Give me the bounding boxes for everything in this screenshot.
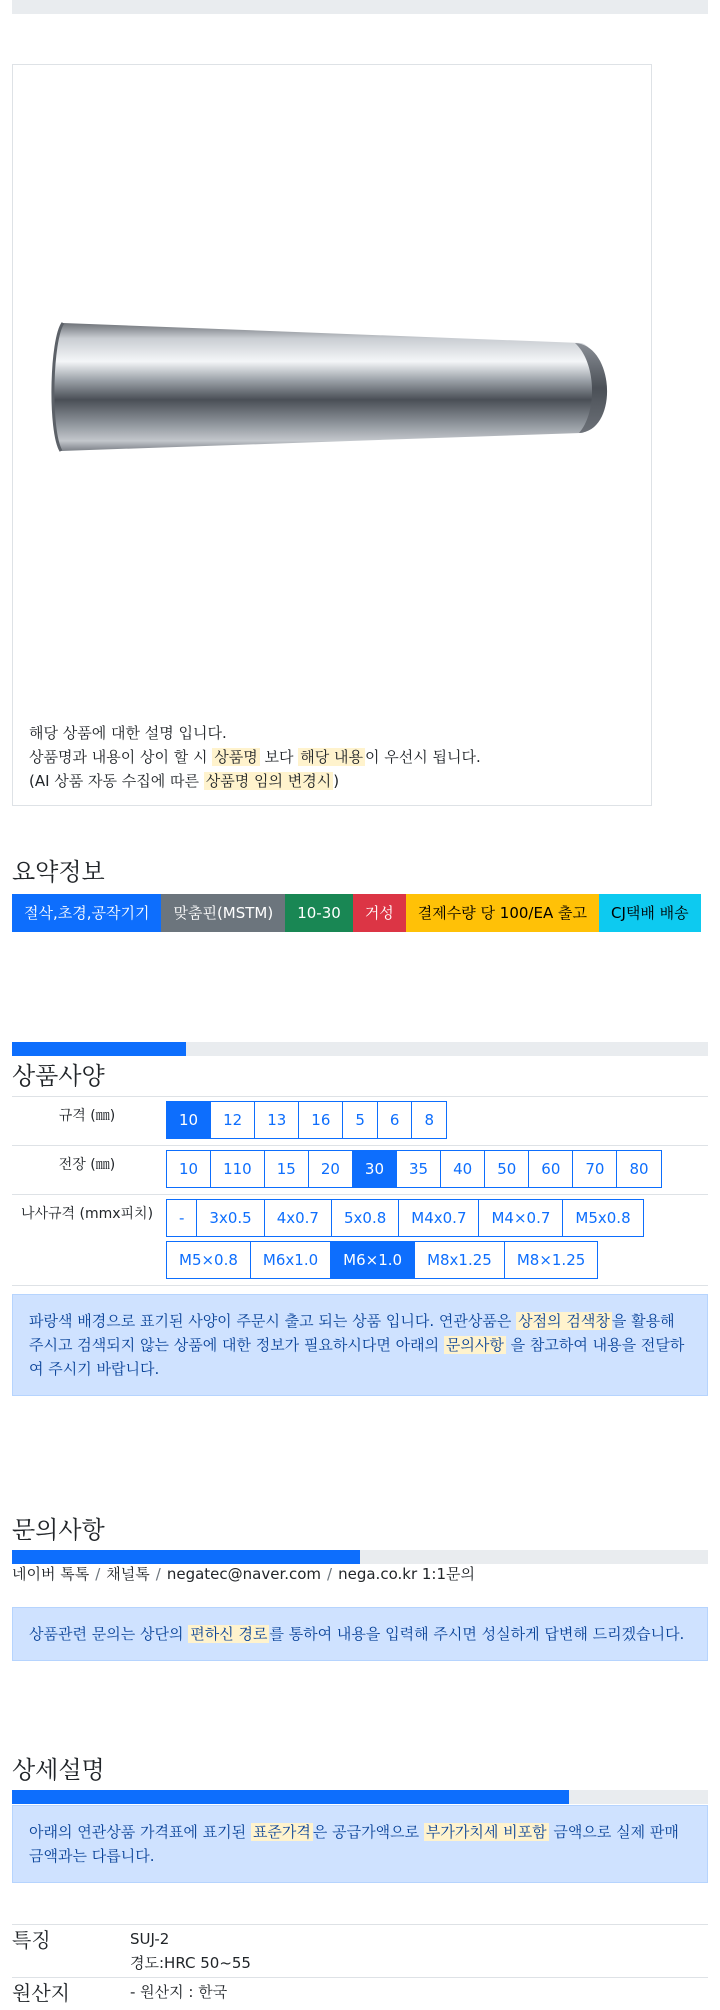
alert-text: 를 통하여 내용을 입력해 주시면 성실하게 답변해 드리겠습니다. (269, 1625, 685, 1643)
option-button[interactable]: M6×1.0 (330, 1241, 415, 1279)
detail-value (130, 1925, 708, 1978)
detail-title: 상세설명 (12, 1756, 105, 1784)
option-button[interactable]: 110 (210, 1150, 265, 1188)
detail-table (12, 1924, 708, 2008)
badge-shipping: CJ택배 배송 (599, 894, 701, 932)
highlight-content: 해당 내용 (300, 748, 363, 766)
top-progress-bar (12, 0, 708, 14)
spec-row-length (12, 1146, 708, 1195)
spec-options (162, 1195, 708, 1286)
option-button[interactable]: 60 (528, 1150, 573, 1188)
detail-progress-bar (12, 1790, 708, 1804)
badge-size-range: 10-30 (285, 894, 353, 932)
option-button[interactable]: 30 (352, 1150, 397, 1188)
separator: / (155, 1565, 161, 1583)
option-button[interactable]: M8×1.25 (504, 1241, 598, 1279)
spec-row-thread (12, 1195, 708, 1286)
option-button[interactable]: 10 (166, 1150, 211, 1188)
site-inquiry-link[interactable]: nega.co.kr 1:1문의 (338, 1565, 475, 1583)
badge-category: 절삭,초경,공작기기 (12, 894, 161, 932)
naver-talk-link[interactable]: 네이버 톡톡 (12, 1565, 90, 1583)
detail-progress-fill (12, 1790, 569, 1804)
highlight-product-name: 상품명 (214, 748, 258, 766)
alert-text: 파랑색 배경으로 표기된 사양이 주문시 출고 되는 상품 입니다. 연관상품은 (29, 1312, 517, 1330)
separator: / (95, 1565, 101, 1583)
highlight-channel: 편하신 경로 (190, 1625, 268, 1643)
spec-alert (12, 1294, 708, 1396)
option-button[interactable]: M4×0.7 (478, 1199, 563, 1237)
summary-badges (12, 894, 708, 932)
spec-label: 규격 (㎜) (12, 1097, 162, 1146)
inquiry-progress-fill (12, 1550, 360, 1564)
option-button[interactable]: 70 (572, 1150, 617, 1188)
highlight-search: 상점의 검색창 (518, 1312, 610, 1330)
spec-options (162, 1146, 708, 1195)
option-button[interactable]: 12 (210, 1101, 255, 1139)
note-text: (AI 상품 자동 수집에 따른 (29, 772, 204, 790)
email-link[interactable]: negatec@naver.com (166, 1565, 322, 1583)
alert-text: 을 참고하여 내용을 전달하여 주시기 바랍니다. (29, 1336, 685, 1378)
badge-product-type: 맞춤핀(MSTM) (161, 894, 285, 932)
option-button[interactable]: 6 (377, 1101, 413, 1139)
note-text: 보다 (259, 748, 299, 766)
note-line-2 (29, 745, 629, 769)
option-button[interactable]: 50 (484, 1150, 529, 1188)
detail-value-line: - 원산지 : 한국 (130, 1983, 228, 2001)
detail-alert (12, 1805, 708, 1883)
alert-text: 금액으로 실제 판매금액과는 다릅니다. (29, 1823, 679, 1865)
note-text: 이 우선시 됩니다. (364, 748, 481, 766)
alert-text: 상품관련 문의는 상단의 (29, 1625, 189, 1643)
spec-table (12, 1096, 708, 1286)
detail-row-origin (12, 1978, 708, 2009)
contact-links (12, 1563, 475, 1584)
option-button[interactable]: 15 (264, 1150, 309, 1188)
highlight-vat: 부가가치세 비포함 (425, 1823, 547, 1841)
channel-talk-link[interactable]: 채널톡 (106, 1565, 150, 1583)
detail-value-line: 경도:HRC 50~55 (130, 1954, 251, 1972)
note-line-3 (29, 769, 629, 793)
spec-label: 나사규격 (mmx피치) (12, 1195, 162, 1286)
option-button[interactable]: M6x1.0 (250, 1241, 331, 1279)
option-button[interactable]: 13 (254, 1101, 299, 1139)
detail-value (130, 1978, 708, 2009)
spec-options (162, 1097, 708, 1146)
note-line-1: 해당 상품에 대한 설명 입니다. (29, 724, 227, 742)
inquiry-alert (12, 1607, 708, 1661)
option-button[interactable]: 3x0.5 (196, 1199, 264, 1237)
option-button[interactable]: 8 (411, 1101, 447, 1139)
dowel-pin-image (41, 303, 633, 471)
highlight-inquiry: 문의사항 (445, 1336, 504, 1354)
option-button[interactable]: M8x1.25 (414, 1241, 505, 1279)
separator: / (327, 1565, 333, 1583)
option-button[interactable]: 10 (166, 1101, 211, 1139)
option-button[interactable]: 5 (342, 1101, 378, 1139)
option-button[interactable]: M5×0.8 (166, 1241, 251, 1279)
spec-progress-bar (12, 1042, 708, 1056)
inquiry-progress-bar (12, 1550, 708, 1564)
detail-value-line: SUJ-2 (130, 1930, 170, 1948)
note-text: 상품명과 내용이 상이 할 시 (29, 748, 213, 766)
spec-row-diameter (12, 1097, 708, 1146)
badge-brand: 거성 (353, 894, 406, 932)
spec-progress-fill (12, 1042, 186, 1056)
highlight-standard-price: 표준가격 (252, 1823, 311, 1841)
alert-text: 은 공급가액으로 (312, 1823, 424, 1841)
option-button[interactable]: 35 (396, 1150, 441, 1188)
note-text: ) (333, 772, 340, 790)
alert-text: 을 활용해 주시고 검색되지 않는 상품에 대한 정보가 필요하시다면 아래의 (29, 1312, 675, 1354)
image-description (29, 721, 629, 793)
badge-quantity: 결제수량 당 100/EA 출고 (406, 894, 599, 932)
spec-title: 상품사양 (12, 1062, 105, 1090)
option-button[interactable]: M5x0.8 (562, 1199, 643, 1237)
highlight-name-change: 상품명 임의 변경시 (205, 772, 332, 790)
summary-title: 요약정보 (12, 858, 105, 886)
option-button[interactable]: 5x0.8 (331, 1199, 399, 1237)
option-button[interactable]: 40 (440, 1150, 485, 1188)
option-button[interactable]: 4x0.7 (264, 1199, 332, 1237)
detail-key: 원산지 (12, 1978, 130, 2009)
alert-text: 아래의 연관상품 가격표에 표기된 (29, 1823, 251, 1841)
option-button[interactable]: 16 (298, 1101, 343, 1139)
spec-label: 전장 (㎜) (12, 1146, 162, 1195)
option-button[interactable]: M4x0.7 (398, 1199, 479, 1237)
option-button[interactable]: - (166, 1199, 197, 1237)
option-button[interactable]: 80 (616, 1150, 661, 1188)
inquiry-title: 문의사항 (12, 1516, 105, 1544)
detail-key: 특징 (12, 1925, 130, 1978)
option-button[interactable]: 20 (308, 1150, 353, 1188)
detail-row-feature (12, 1925, 708, 1978)
product-image-card (12, 64, 652, 806)
